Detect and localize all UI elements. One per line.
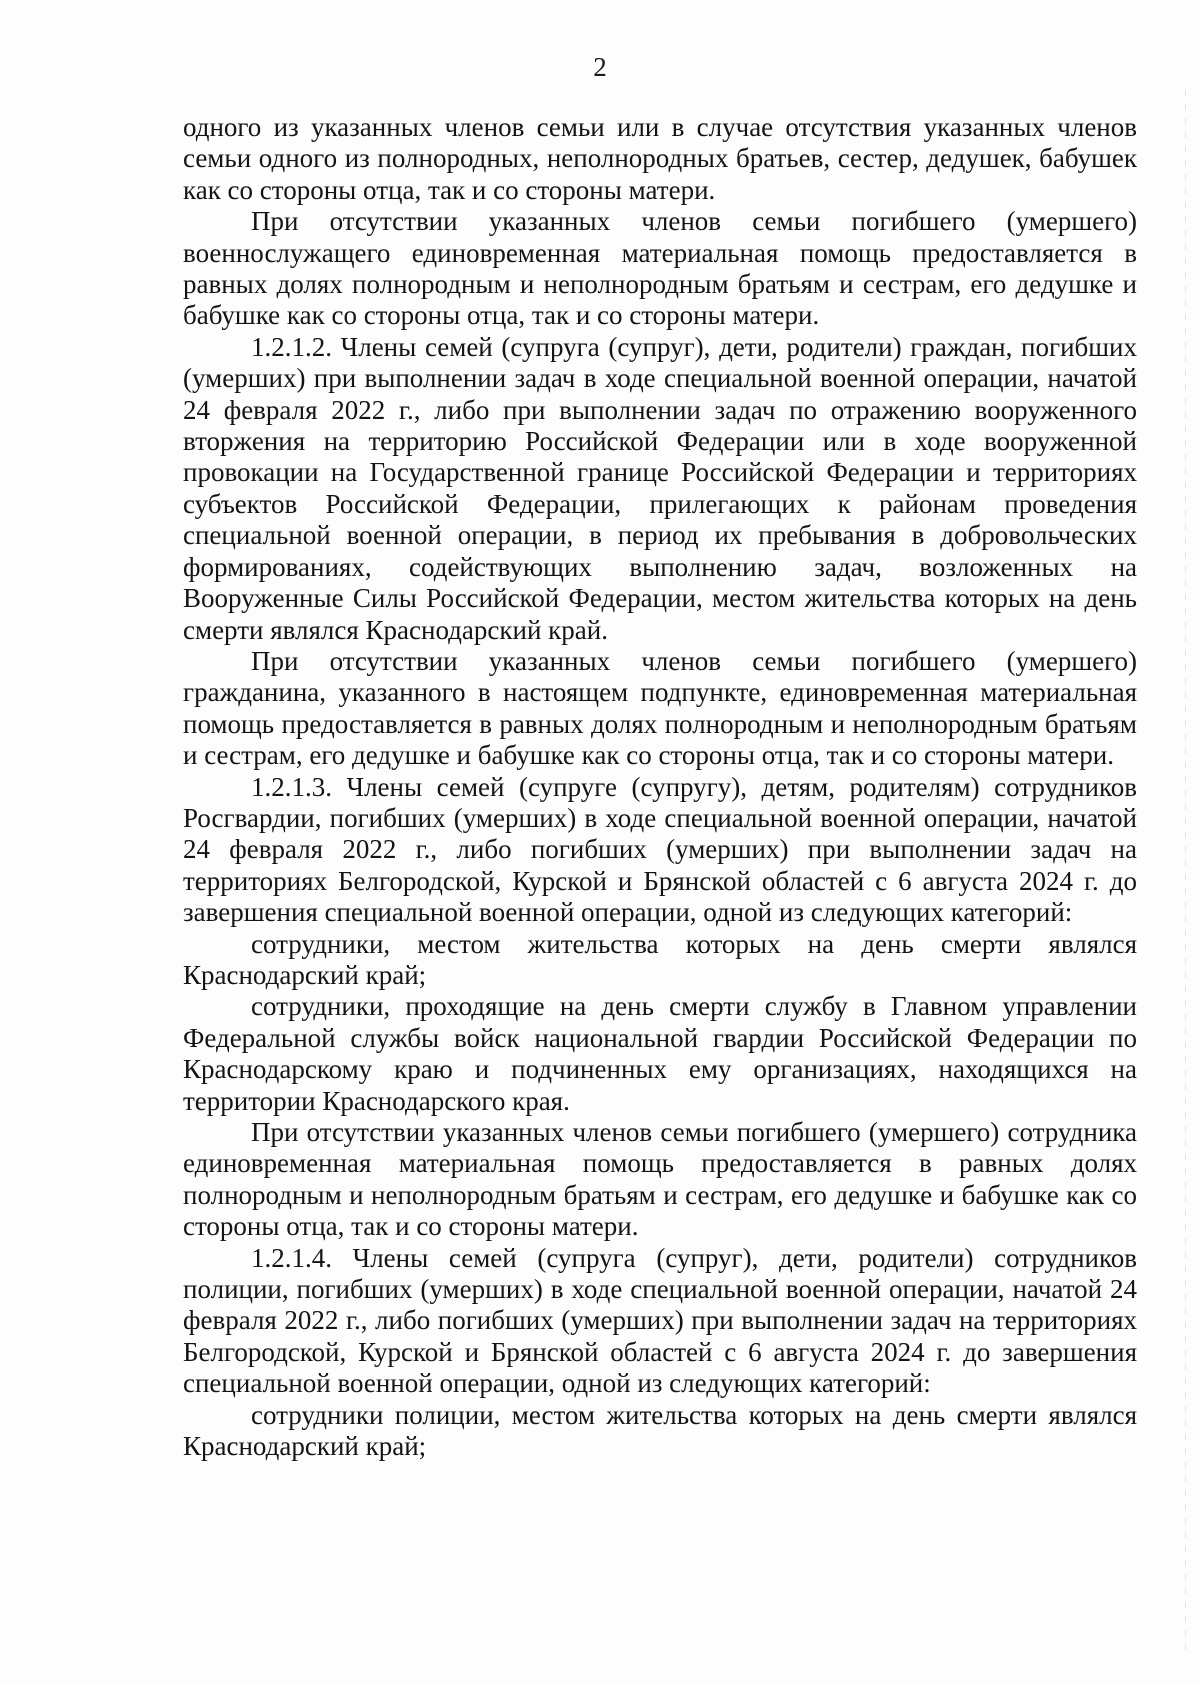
paragraph: 1.2.1.2. Члены семей (супруга (супруг), дети, родители) граждан, погибших (умерших) при выполнении задач в ходе специальной военной операции, начатой 24 февраля 2022 г., либо при выполнении задач по отражению вооруженного вторжения на территорию Российской Федерации или в ходе вооруженной провокации на Государственной границе Российской Федерации и территориях субъектов Российской Федерации, прилегающих к районам проведения специальной военной операции, в период их пребывания в добровольческих формированиях, содействующих выполнению задач, возложенных на Вооруженные Силы Российской Федерации, местом жительства которых на день смерти являлся Краснодарский край. — [183, 331, 1137, 645]
paragraph: сотрудники, проходящие на день смерти службу в Главном управлении Федеральной службы войск национальной гвардии Российской Федерации по Краснодарскому краю и подчиненных ему организациях, находящихся на территории Краснодарского края. — [183, 991, 1137, 1116]
paragraph: сотрудники полиции, местом жительства которых на день смерти являлся Краснодарский край; — [183, 1399, 1137, 1462]
page-number: 2 — [593, 52, 607, 82]
paragraph: сотрудники, местом жительства которых на день смерти являлся Краснодарский край; — [183, 928, 1137, 990]
scan-edge-line — [1185, 90, 1186, 1650]
paragraph: При отсутствии указанных членов семьи погибшего (умершего) военнослужащего единовременная материальная помощь предоставляется в равных долях полнородным и неполнородным братьям и сестрам, его дедушке и бабушке как со стороны отца, так и со стороны матери. — [183, 206, 1137, 331]
document-body — [183, 112, 1137, 1462]
paragraph: При отсутствии указанных членов семьи погибшего (умершего) сотрудника единовременная материальная помощь предоставляется в равных долях полнородным и неполнородным братьям и сестрам, его дедушке и бабушке как со стороны отца, так и со стороны матери. — [183, 1117, 1137, 1242]
paragraph: 1.2.1.4. Члены семей (супруга (супруг), дети, родители) сотрудников полиции, погибших (умерших) в ходе специальной военной операции, начатой 24 февраля 2022 г., либо погибших (умерших) при выполнении задач на территориях Белгородской, Курской и Брянской областей с 6 августа 2024 г. до завершения специальной военной операции, одной из следующих категорий: — [183, 1242, 1137, 1399]
paragraph: При отсутствии указанных членов семьи погибшего (умершего) гражданина, указанного в настоящем подпункте, единовременная материальная помощь предоставляется в равных долях полнородным и неполнородным братьям и сестрам, его дедушке и бабушке как со стороны отца, так и со стороны матери. — [183, 645, 1137, 771]
paragraph: 1.2.1.3. Члены семей (супруге (супругу), детям, родителям) сотрудников Росгвардии, погибших (умерших) в ходе специальной военной операции, начатой 24 февраля 2022 г., либо погибших (умерших) при выполнении задач на территориях Белгородской, Курской и Брянской областей с 6 августа 2024 г. до завершения специальной военной операции, одной из следующих категорий: — [183, 771, 1137, 928]
paragraph: одного из указанных членов семьи или в случае отсутствия указанных членов семьи одного из полнородных, неполнородных братьев, сестер, дедушек, бабушек как со стороны отца, так и со стороны матери. — [183, 112, 1137, 205]
